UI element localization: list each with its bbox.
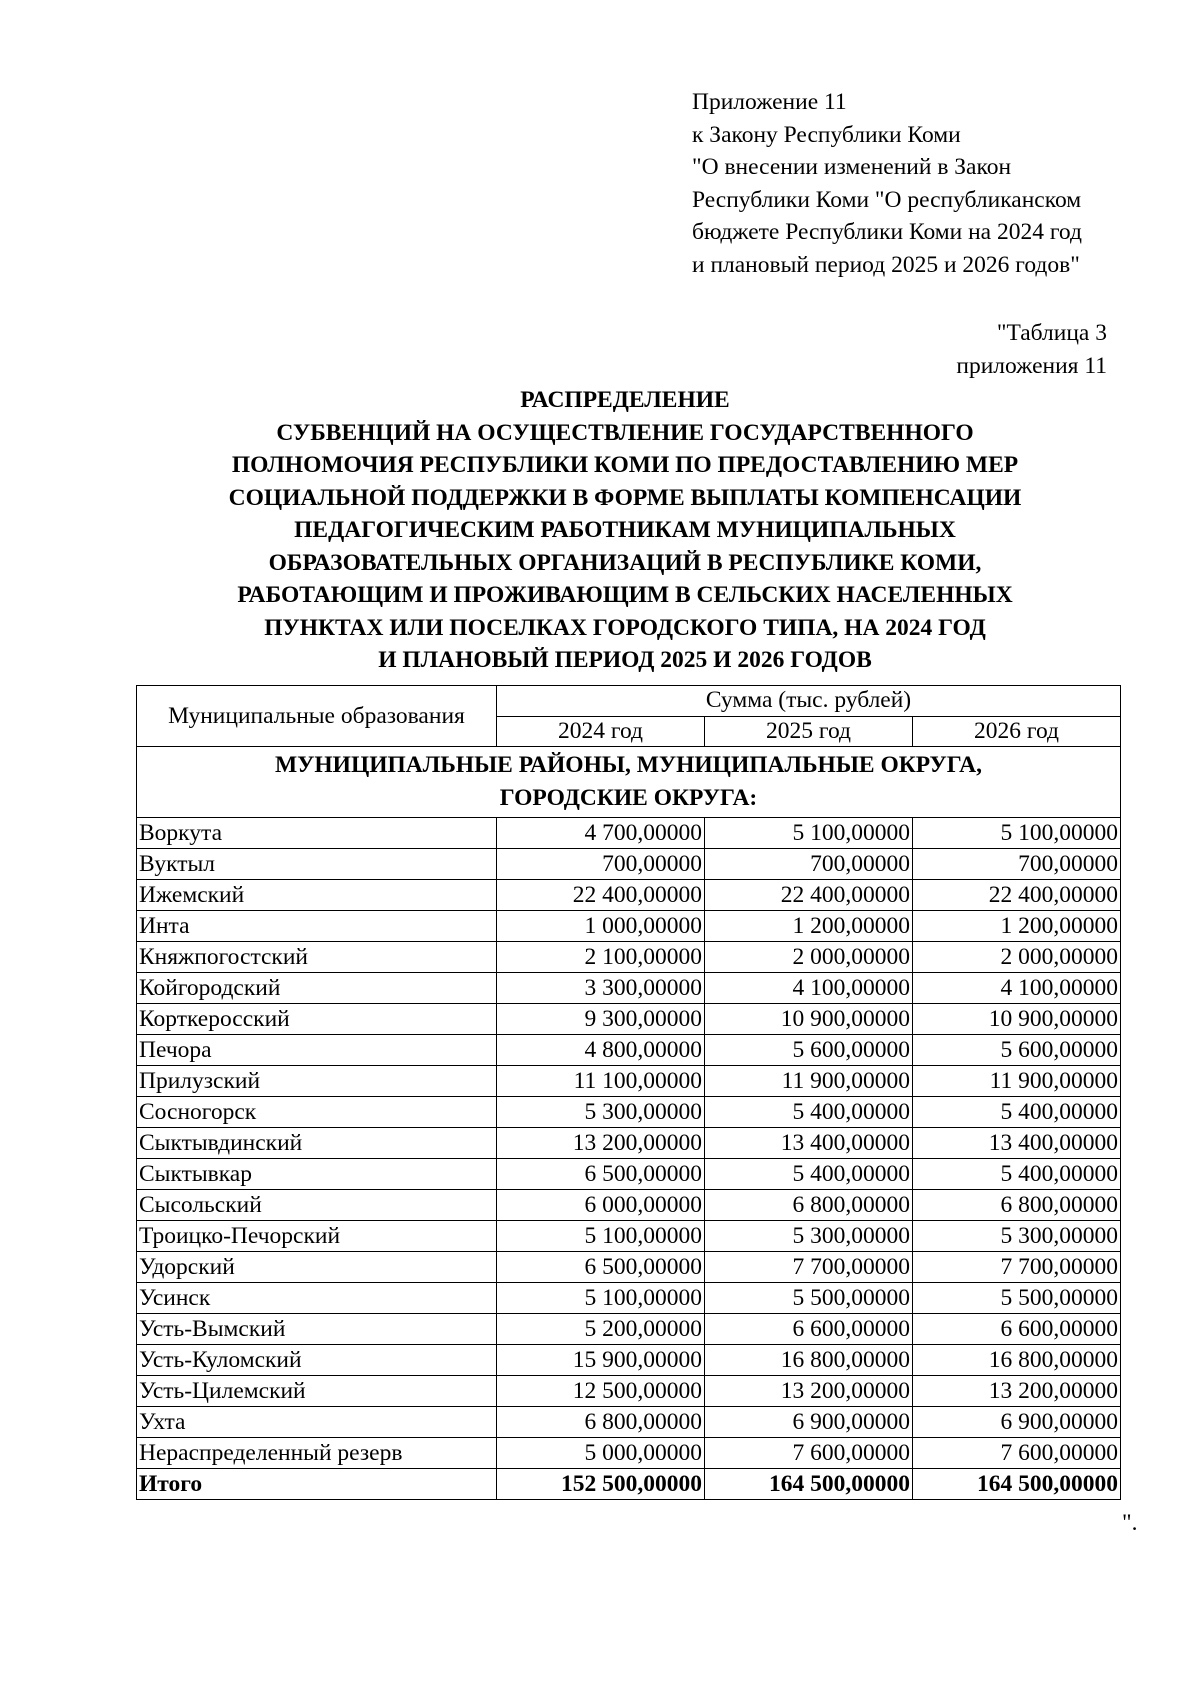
amount-2026-cell: 11 900,00000 bbox=[913, 1066, 1121, 1097]
table-row bbox=[137, 1283, 1121, 1314]
amount-2025-cell: 22 400,00000 bbox=[705, 880, 913, 911]
municipality-cell: Воркута bbox=[137, 818, 497, 849]
table-row bbox=[137, 942, 1121, 973]
municipality-cell: Корткеросский bbox=[137, 1004, 497, 1035]
amount-2026-cell: 10 900,00000 bbox=[913, 1004, 1121, 1035]
amount-2025-cell: 6 600,00000 bbox=[705, 1314, 913, 1345]
municipality-cell: Сыктывкар bbox=[137, 1159, 497, 1190]
amount-2026-cell: 13 200,00000 bbox=[913, 1376, 1121, 1407]
amount-2024-cell: 3 300,00000 bbox=[497, 973, 705, 1004]
municipality-cell: Инта bbox=[137, 911, 497, 942]
amount-2026-cell: 5 600,00000 bbox=[913, 1035, 1121, 1066]
title-line: РАБОТАЮЩИМ И ПРОЖИВАЮЩИМ В СЕЛЬСКИХ НАСЕЛЕННЫХ bbox=[237, 582, 1013, 608]
table-row bbox=[137, 1407, 1121, 1438]
table-row bbox=[137, 1066, 1121, 1097]
municipality-cell: Ижемский bbox=[137, 880, 497, 911]
table-row bbox=[137, 1159, 1121, 1190]
amount-2026-cell: 13 400,00000 bbox=[913, 1128, 1121, 1159]
amount-2024-cell: 6 500,00000 bbox=[497, 1159, 705, 1190]
amount-2025-cell: 4 100,00000 bbox=[705, 973, 913, 1004]
amount-2024-cell: 6 800,00000 bbox=[497, 1407, 705, 1438]
closing-quote: ". bbox=[1122, 1510, 1138, 1536]
section-heading-line: МУНИЦИПАЛЬНЫЕ РАЙОНЫ, МУНИЦИПАЛЬНЫЕ ОКРУГА, bbox=[274, 752, 983, 778]
title-line: РАСПРЕДЕЛЕНИЕ bbox=[520, 387, 730, 413]
title-line: И ПЛАНОВЫЙ ПЕРИОД 2025 И 2026 ГОДОВ bbox=[378, 647, 872, 673]
amount-2025-cell: 10 900,00000 bbox=[705, 1004, 913, 1035]
appendix-line: Республики Коми "О республиканском bbox=[692, 186, 1082, 213]
table-row bbox=[137, 1190, 1121, 1221]
table-row bbox=[137, 1097, 1121, 1128]
amount-2025-cell: 700,00000 bbox=[705, 849, 913, 880]
municipality-cell: Печора bbox=[137, 1035, 497, 1066]
amount-2026-cell: 5 500,00000 bbox=[913, 1283, 1121, 1314]
amount-2026-cell: 16 800,00000 bbox=[913, 1345, 1121, 1376]
section-heading-line: ГОРОДСКИЕ ОКРУГА: bbox=[499, 785, 758, 811]
table-row bbox=[137, 1128, 1121, 1159]
title-line: ПУНКТАХ ИЛИ ПОСЕЛКАХ ГОРОДСКОГО ТИПА, НА 2024 ГОД bbox=[264, 614, 986, 641]
amount-2024-cell: 22 400,00000 bbox=[497, 880, 705, 911]
amount-2025-cell: 11 900,00000 bbox=[705, 1066, 913, 1097]
amount-2024-cell: 12 500,00000 bbox=[497, 1376, 705, 1407]
amount-2026-cell: 22 400,00000 bbox=[913, 880, 1121, 911]
amount-2025-cell: 13 400,00000 bbox=[705, 1128, 913, 1159]
municipality-cell: Усинск bbox=[137, 1283, 497, 1314]
municipality-cell: Сосногорск bbox=[137, 1097, 497, 1128]
amount-2024-cell: 5 300,00000 bbox=[497, 1097, 705, 1128]
table-row bbox=[137, 1314, 1121, 1345]
amount-2025-cell: 7 600,00000 bbox=[705, 1438, 913, 1469]
municipality-cell: Нераспределенный резерв bbox=[137, 1438, 497, 1469]
amount-2026-cell: 5 300,00000 bbox=[913, 1221, 1121, 1252]
table-row bbox=[137, 973, 1121, 1004]
table-row bbox=[137, 1345, 1121, 1376]
column-header-year-2025: 2025 год bbox=[705, 716, 913, 747]
amount-2024-cell: 5 000,00000 bbox=[497, 1438, 705, 1469]
amount-2024-cell: 1 000,00000 bbox=[497, 911, 705, 942]
amount-2026-cell: 7 600,00000 bbox=[913, 1438, 1121, 1469]
amount-2024-cell: 2 100,00000 bbox=[497, 942, 705, 973]
amount-2024-cell: 152 500,00000 bbox=[497, 1469, 705, 1500]
amount-2025-cell: 16 800,00000 bbox=[705, 1345, 913, 1376]
municipality-cell: Усть-Куломский bbox=[137, 1345, 497, 1376]
amount-2025-cell: 5 600,00000 bbox=[705, 1035, 913, 1066]
municipality-cell: Прилузский bbox=[137, 1066, 497, 1097]
amount-2024-cell: 6 500,00000 bbox=[497, 1252, 705, 1283]
table-reference-line: "Таблица 3 bbox=[996, 320, 1107, 346]
appendix-header bbox=[692, 86, 1172, 281]
amount-2025-cell: 6 900,00000 bbox=[705, 1407, 913, 1438]
table-reference bbox=[956, 317, 1107, 382]
municipality-cell: Сысольский bbox=[137, 1190, 497, 1221]
amount-2024-cell: 4 800,00000 bbox=[497, 1035, 705, 1066]
table-row bbox=[137, 1004, 1121, 1035]
amount-2026-cell: 6 900,00000 bbox=[913, 1407, 1121, 1438]
amount-2026-cell: 700,00000 bbox=[913, 849, 1121, 880]
amount-2026-cell: 5 400,00000 bbox=[913, 1159, 1121, 1190]
table-row bbox=[137, 849, 1121, 880]
title-line: СОЦИАЛЬНОЙ ПОДДЕРЖКИ В ФОРМЕ ВЫПЛАТЫ КОМПЕНСАЦИИ bbox=[228, 484, 1022, 511]
amount-2026-cell: 7 700,00000 bbox=[913, 1252, 1121, 1283]
section-heading bbox=[137, 747, 1121, 818]
amount-2026-cell: 1 200,00000 bbox=[913, 911, 1121, 942]
title-line: ПЕДАГОГИЧЕСКИМ РАБОТНИКАМ МУНИЦИПАЛЬНЫХ bbox=[294, 517, 956, 543]
amount-2025-cell: 5 500,00000 bbox=[705, 1283, 913, 1314]
appendix-line: "О внесении изменений в Закон bbox=[692, 154, 1012, 180]
amount-2025-cell: 5 400,00000 bbox=[705, 1159, 913, 1190]
table-row bbox=[137, 1035, 1121, 1066]
amount-2025-cell: 5 300,00000 bbox=[705, 1221, 913, 1252]
amount-2024-cell: 700,00000 bbox=[497, 849, 705, 880]
column-header-year-2024: 2024 год bbox=[497, 716, 705, 747]
amount-2025-cell: 6 800,00000 bbox=[705, 1190, 913, 1221]
amount-2026-cell: 6 800,00000 bbox=[913, 1190, 1121, 1221]
column-header-year-2026: 2026 год bbox=[913, 716, 1121, 747]
title-line: ПОЛНОМОЧИЯ РЕСПУБЛИКИ КОМИ ПО ПРЕДОСТАВЛЕНИЮ МЕР bbox=[231, 452, 1019, 478]
municipality-cell: Троицко-Печорский bbox=[137, 1221, 497, 1252]
appendix-line: бюджете Республики Коми на 2024 год bbox=[692, 219, 1082, 245]
municipality-cell: Усть-Цилемский bbox=[137, 1376, 497, 1407]
amount-2026-cell: 5 100,00000 bbox=[913, 818, 1121, 849]
amount-2024-cell: 15 900,00000 bbox=[497, 1345, 705, 1376]
amount-2026-cell: 164 500,00000 bbox=[913, 1469, 1121, 1500]
amount-2026-cell: 4 100,00000 bbox=[913, 973, 1121, 1004]
table-row bbox=[137, 1376, 1121, 1407]
table-row bbox=[137, 1438, 1121, 1469]
amount-2025-cell: 13 200,00000 bbox=[705, 1376, 913, 1407]
appendix-line: и плановый период 2025 и 2026 годов" bbox=[692, 251, 1080, 278]
amount-2024-cell: 4 700,00000 bbox=[497, 818, 705, 849]
amount-2026-cell: 2 000,00000 bbox=[913, 942, 1121, 973]
column-header-municipality: Муниципальные образования bbox=[137, 686, 497, 747]
table-row bbox=[137, 880, 1121, 911]
table-row bbox=[137, 911, 1121, 942]
table-row bbox=[137, 1221, 1121, 1252]
municipality-cell: Койгородский bbox=[137, 973, 497, 1004]
amount-2025-cell: 2 000,00000 bbox=[705, 942, 913, 973]
amount-2025-cell: 7 700,00000 bbox=[705, 1252, 913, 1283]
municipality-cell: Ухта bbox=[137, 1407, 497, 1438]
table-reference-line: приложения 11 bbox=[956, 352, 1107, 379]
amount-2025-cell: 164 500,00000 bbox=[705, 1469, 913, 1500]
amount-2024-cell: 6 000,00000 bbox=[497, 1190, 705, 1221]
municipality-cell: Удорский bbox=[137, 1252, 497, 1283]
appendix-line: к Закону Республики Коми bbox=[692, 121, 961, 148]
total-row bbox=[137, 1469, 1121, 1500]
municipality-cell: Вуктыл bbox=[137, 849, 497, 880]
amount-2024-cell: 9 300,00000 bbox=[497, 1004, 705, 1035]
appendix-line: Приложение 11 bbox=[692, 89, 847, 115]
amount-2024-cell: 5 100,00000 bbox=[497, 1221, 705, 1252]
document-title bbox=[130, 384, 1120, 677]
amount-2024-cell: 5 200,00000 bbox=[497, 1314, 705, 1345]
column-header-sum: Сумма (тыс. рублей) bbox=[497, 686, 1121, 717]
municipality-cell: Усть-Вымский bbox=[137, 1314, 497, 1345]
municipality-cell: Итого bbox=[137, 1469, 497, 1500]
subvention-table bbox=[136, 685, 1121, 1500]
municipality-cell: Княжпогостский bbox=[137, 942, 497, 973]
table-row bbox=[137, 818, 1121, 849]
amount-2025-cell: 5 400,00000 bbox=[705, 1097, 913, 1128]
title-line: СУБВЕНЦИЙ НА ОСУЩЕСТВЛЕНИЕ ГОСУДАРСТВЕННОГО bbox=[276, 419, 974, 446]
amount-2026-cell: 6 600,00000 bbox=[913, 1314, 1121, 1345]
amount-2024-cell: 13 200,00000 bbox=[497, 1128, 705, 1159]
municipality-cell: Сыктывдинский bbox=[137, 1128, 497, 1159]
amount-2025-cell: 5 100,00000 bbox=[705, 818, 913, 849]
title-line: ОБРАЗОВАТЕЛЬНЫХ ОРГАНИЗАЦИЙ В РЕСПУБЛИКЕ КОМИ, bbox=[268, 549, 982, 576]
table-row bbox=[137, 1252, 1121, 1283]
amount-2024-cell: 5 100,00000 bbox=[497, 1283, 705, 1314]
amount-2026-cell: 5 400,00000 bbox=[913, 1097, 1121, 1128]
amount-2024-cell: 11 100,00000 bbox=[497, 1066, 705, 1097]
amount-2025-cell: 1 200,00000 bbox=[705, 911, 913, 942]
